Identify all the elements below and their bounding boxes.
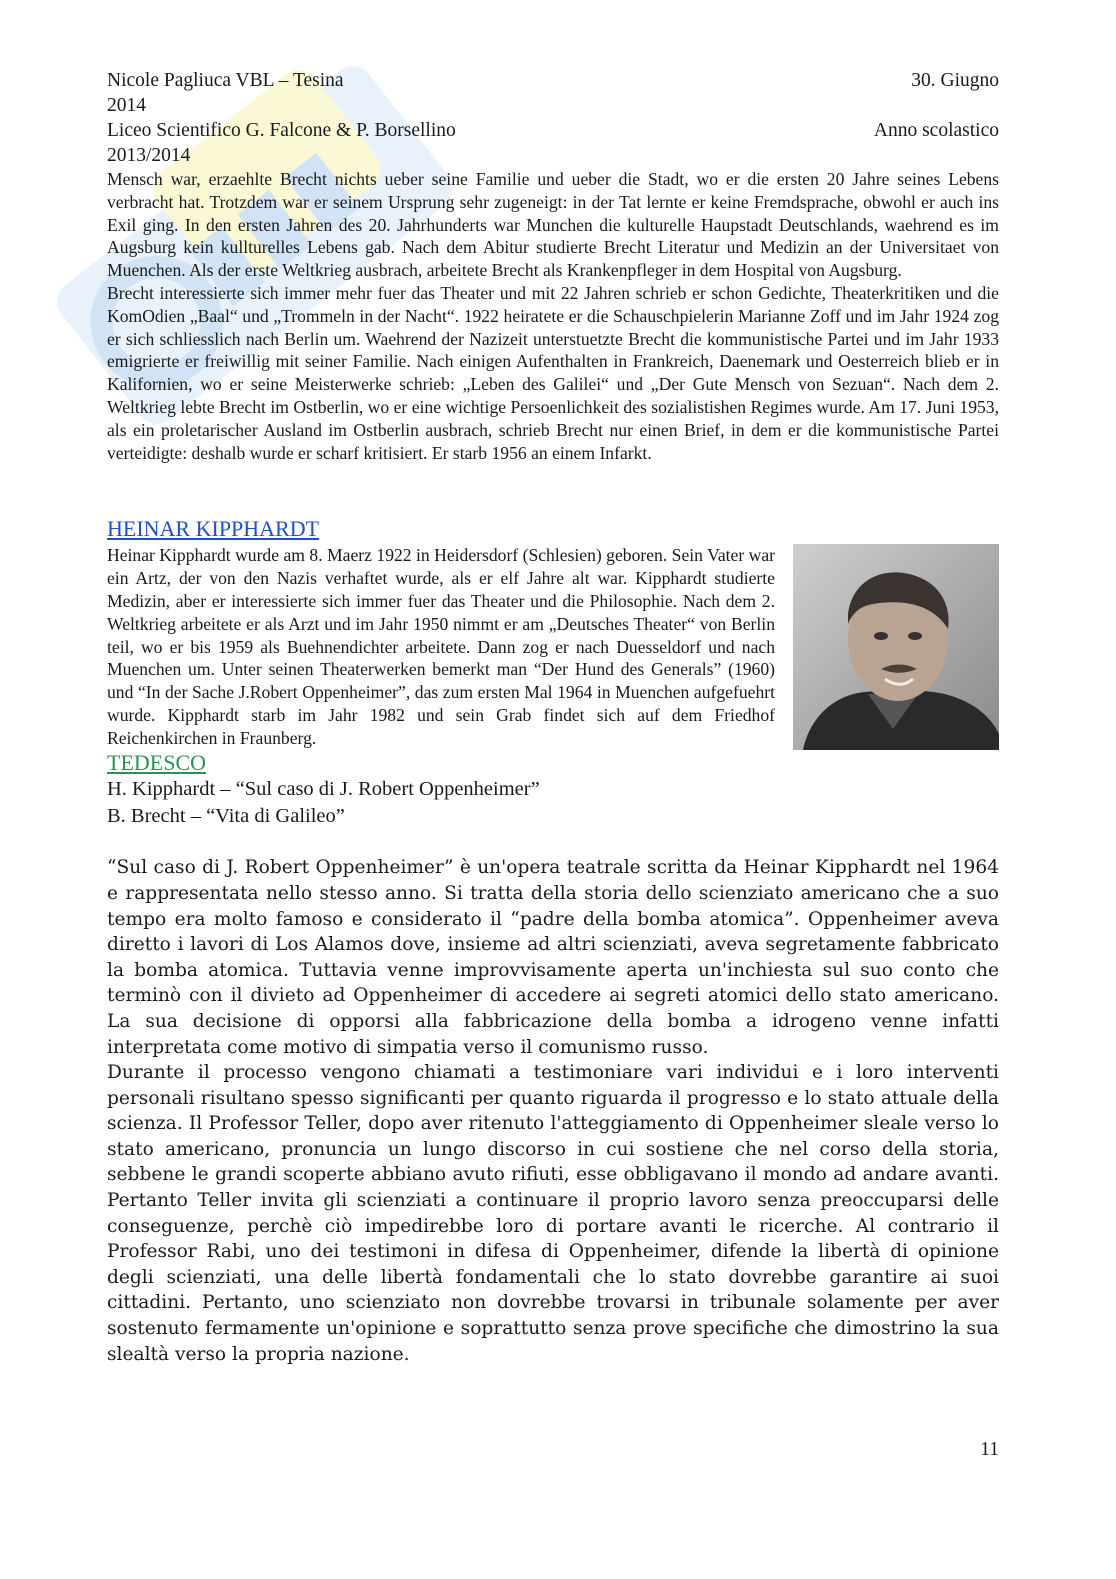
header-school-year: 2013/2014 bbox=[107, 145, 191, 166]
header-date: 30. Giugno bbox=[911, 70, 999, 91]
kipphardt-paragraph: Heinar Kipphardt wurde am 8. Maerz 1922 in Heidersdorf (Schlesien) geboren. Sein Vater war ein Artz, der von den Nazis verhaftet wurde, als er elf Jahre alt war. Kipphardt studierte Medizin, aber er interessierte sich immer fuer das Theater und die Philosophie. Nach dem 2. Weltkrieg arbeitete er als Arzt und im Jahr 1950 nimmt er am „Deutsches Theater“ von Berlin teil, wo er bis 1959 als Buehnendichter arbeitete. Dann zog er nach Duesseldorf und nach Muenchen um. Unter seinen Theaterwerken bemerkt man “Der Hund des Generals” (1960) und “In der Sache J.Robert Oppenheimer”, das zum ersten Mal 1964 in Muenchen aufgefuehrt wurde. Kipphardt starb im Jahr 1982 und sein Grab findet sich auf dem Friedhof Reichenkirchen in Fraunberg. bbox=[107, 545, 775, 748]
kipphardt-heading[interactable]: HEINAR KIPPHARDT bbox=[107, 516, 320, 542]
tedesco-heading[interactable]: TEDESCO bbox=[107, 750, 206, 776]
brecht-paragraph-2: Brecht interessierte sich immer mehr fuer das Theater und mit 22 Jahren schrieb er schon Gedichte, Theaterkritiken und die KomOdien „Baal“ und „Trommeln in der Nacht“. 1922 heiratete er die Schauschpielerin Marianne Zoff und im Jahr 1924 zog er sich schliesslich nach Berlin um. Waehrend der Nazizeit unterstuetzte Brecht die kommunistische Partei und im Jahr 1933 emigrierte er freiwillig mit seiner Familie. Nach einigen Aufenthalten in Frankreich, Daenemark und Oesterreich blieb er in Kalifornien, wo er seine Meisterwerke schrieb: „Leben des Galilei“ und „Der Gute Mensch von Sezuan“. Nach dem 2. Weltkrieg lebte Brecht im Ostberlin, wo er eine wichtige Persoenlichkeit des sozialistishen Regimes wurde. Am 17. Juni 1953, als ein proletarischer Ausland im Ostberlin ausbrach, schrieb Brecht nur einen Brief, in dem er die kommunistische Partei verteidigte: deshalb wurde er scharf kritisiert. Er starb 1956 an einem Infarkt. bbox=[107, 282, 999, 463]
header-school: Liceo Scientifico G. Falcone & P. Borsellino bbox=[107, 120, 456, 141]
italian-paragraph-2: Durante il processo vengono chiamati a testimoniare vari individui e i loro interventi personali risultano spesso significanti per quanto riguarda il progresso e lo stato attuale della scienza. Il Professor Teller, dopo aver ritenuto l'atteggiamento di Oppenheimer sleale verso lo stato americano, pronuncia un lungo discorso in cui sostiene che nel corso della storia, sebbene le grandi scoperte abbiano avuto rifiuti, esse obbligavano il mondo ad andare avanti. Pertanto Teller invita gli scienziati a continuare il proprio lavoro senza preoccuparsi delle conseguenze, perchè ciò impedirebbe loro di portare avanti le ricerche. Al contrario il Professor Rabi, uno dei testimoni in difesa di Oppenheimer, difende la libertà di opinione degli scienziati, una delle libertà fondamentali che lo stato dovrebbe garantire ai suoi cittadini. Pertanto, uno scienziato non dovrebbe trovarsi in tribunale solamente per aver sostenuto fermamente un'opinione e soprattutto senza prove specifiche che dimostrino la sua slealtà verso la propria nazione. bbox=[107, 1062, 999, 1365]
kipphardt-portrait-image bbox=[793, 544, 999, 750]
work-item-kipphardt: H. Kipphardt – “Sul caso di J. Robert Oppenheimer” bbox=[107, 778, 540, 801]
work-item-brecht: B. Brecht – “Vita di Galileo” bbox=[107, 805, 345, 828]
header-school-year-label: Anno scolastico bbox=[873, 120, 999, 141]
page-number: 11 bbox=[980, 1439, 999, 1460]
page-header bbox=[107, 68, 999, 168]
document-page bbox=[107, 68, 999, 1367]
italian-paragraph-1: “Sul caso di J. Robert Oppenheimer” è un'opera teatrale scritta da Heinar Kipphardt nel 1964 e rappresentata nello stesso anno. Si tratta della storia dello scienziato americano che a suo tempo era molto famoso e considerato il “padre della bomba atomica”. Oppenheimer aveva diretto i lavori di Los Alamos dove, insieme ad altri scienziati, aveva segretamente fabbricato la bomba atomica. Tuttavia venne improvvisamente aperta un'inchiesta sul suo conto che terminò con il divieto ad Oppenheimer di accedere ai segreti atomici dello stato americano. La sua decisione di opporsi alla fabbricazione della bomba a idrogeno venne infatti interpretata come motivo di simpatia verso il comunismo russo. bbox=[107, 857, 999, 1058]
works-list bbox=[107, 776, 999, 830]
header-year: 2014 bbox=[107, 95, 146, 116]
kipphardt-section bbox=[107, 544, 999, 750]
brecht-paragraph-1: Mensch war, erzaehlte Brecht nichts ueber seine Familie und ueber die Stadt, wo er die ersten 20 Jahre seines Lebens verbracht hat. Trotzdem war er seinem Ursprung sehr zugeneigt: in der Tat lernte er keine Fremdsprache, obwohl er auch ins Exil ging. In den ersten Jahren des 20. Jahrhunderts war Munchen die kulturelle Haupstadt Deutschlands, waehrend es im Augsburg kein kullturelles Lebens gab. Nach dem Abitur studierte Brecht Literatur und Medizin an der Universitaet von Muenchen. Als der erste Weltkrieg ausbrach, arbeitete Brecht als Krankenpfleger in dem Hospital von Augsburg. bbox=[107, 169, 999, 281]
header-author-title: Nicole Pagliuca VBL – Tesina bbox=[107, 70, 344, 91]
